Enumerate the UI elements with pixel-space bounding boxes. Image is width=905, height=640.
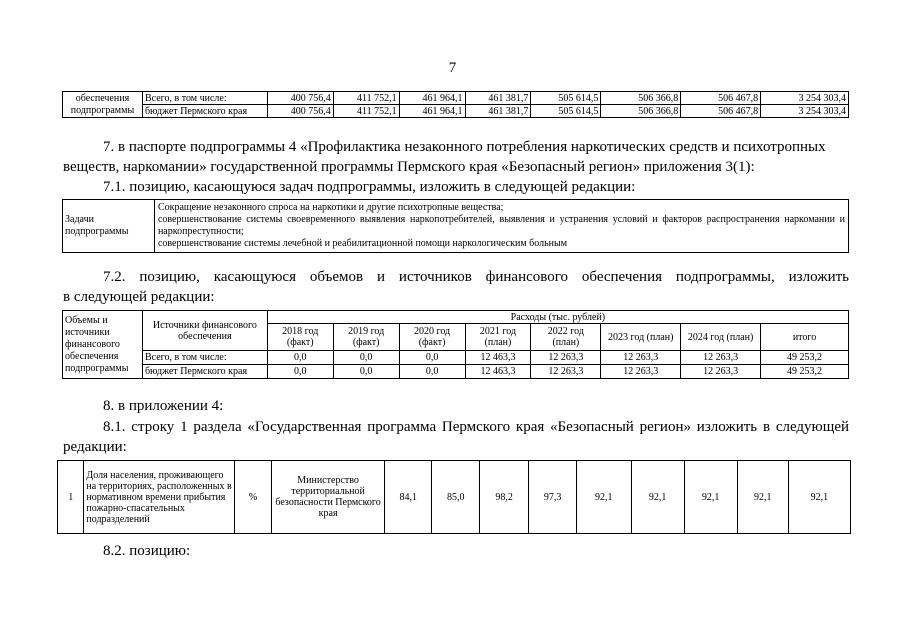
value-cell: 461 381,7 (465, 92, 531, 105)
source-cell: бюджет Пермского края (142, 365, 267, 379)
value-cell: 12 263,3 (531, 365, 601, 379)
table-row (58, 461, 851, 534)
value-cell: 506 467,8 (681, 92, 761, 105)
value-cell: 12 263,3 (601, 351, 681, 365)
tasks-label: Задачи подпрограммы (63, 200, 155, 253)
value-cell: 0,0 (333, 351, 399, 365)
value-cell: 92,1 (576, 461, 631, 534)
row-label-line: подпрограммы (70, 104, 135, 116)
value-cell: 461 381,7 (465, 105, 531, 118)
paragraph-7: 7. в паспорте подпрограммы 4 «Профилактика незаконного потребления наркотических средств и психотропных веществ, наркомании» государственной программы Пермского края «Безопасный регион» приложения 3(1): (63, 139, 826, 175)
year-header: 2024 год (план) (681, 324, 761, 351)
paragraph-8: 8. в приложении 4: (103, 398, 224, 414)
value-cell: 97,3 (529, 461, 577, 534)
value-cell: 0,0 (267, 365, 333, 379)
tasks-text: Сокращение незаконного спроса на наркотики и другие психотропные вещества; совершенствование системы своевременного выявления наркопотребителей, выявления и устранения условий и факторов распространения наркомании и наркопреступности; совершенствование системы лечебной и реабилитационной помощи наркологическим больным (154, 200, 848, 253)
paragraph-7-1: 7.1. позицию, касающуюся задач подпрограммы, изложить в следующей редакции: (103, 179, 636, 195)
value-cell: 506 467,8 (681, 105, 761, 118)
table-row (63, 351, 849, 365)
financing-table (62, 310, 849, 379)
value-cell: 461 964,1 (399, 92, 465, 105)
value-cell: 505 614,5 (531, 92, 601, 105)
value-cell: 506 366,8 (601, 105, 681, 118)
year-header: 2023 год (план) (601, 324, 681, 351)
financing-table-continuation (62, 91, 849, 118)
value-cell: 49 253,2 (761, 351, 849, 365)
value-cell: 85,0 (432, 461, 480, 534)
paragraph-8-2: 8.2. позицию: (103, 543, 191, 559)
value-cell: 12 263,3 (601, 365, 681, 379)
value-cell: 92,1 (737, 461, 788, 534)
page-number: 7 (448, 60, 457, 76)
source-cell: Всего, в том числе: (142, 92, 267, 105)
paragraph-7-2: 7.2. позицию, касающуюся объемов и источников финансового обеспечения подпрограммы, изложить (103, 269, 849, 285)
value-cell: 92,1 (788, 461, 850, 534)
value-cell: 505 614,5 (531, 105, 601, 118)
row-label (63, 92, 143, 118)
row-label-line: обеспечения (75, 92, 130, 104)
year-header: 2021 год (план) (465, 324, 531, 351)
tasks-table (62, 199, 849, 253)
table-row (63, 92, 849, 105)
value-cell: 0,0 (267, 351, 333, 365)
value-cell: 3 254 303,4 (761, 105, 849, 118)
value-cell: 3 254 303,4 (761, 92, 849, 105)
source-header: Источники финансового обеспечения (142, 311, 267, 351)
value-cell: 12 463,3 (465, 351, 531, 365)
indicator-table (57, 460, 851, 534)
table-header-row (63, 311, 849, 324)
value-cell: 98,2 (479, 461, 528, 534)
value-cell: 411 752,1 (333, 105, 399, 118)
agency-cell: Министерство территориальной безопасности Пермского края (272, 461, 385, 534)
paragraph-7-2-cont: в следующей редакции: (63, 289, 215, 305)
value-cell: 12 263,3 (681, 351, 761, 365)
financing-label: Объемы и источники финансового обеспечения подпрограммы (63, 311, 143, 379)
year-header: итого (761, 324, 849, 351)
value-cell: 506 366,8 (601, 92, 681, 105)
value-cell: 49 253,2 (761, 365, 849, 379)
table-row (63, 105, 849, 118)
year-header: 2018 год (факт) (267, 324, 333, 351)
year-header: 2019 год (факт) (333, 324, 399, 351)
value-cell: 12 263,3 (531, 351, 601, 365)
value-cell: 12 263,3 (681, 365, 761, 379)
value-cell: 12 463,3 (465, 365, 531, 379)
value-cell: 400 756,4 (267, 105, 333, 118)
value-cell: 411 752,1 (333, 92, 399, 105)
value-cell: 461 964,1 (399, 105, 465, 118)
row-number: 1 (58, 461, 84, 534)
value-cell: 92,1 (631, 461, 684, 534)
value-cell: 400 756,4 (267, 92, 333, 105)
value-cell: 92,1 (684, 461, 737, 534)
indicator-name: Доля населения, проживающего на территориях, расположенных в нормативном времени прибытия пожарно-спасательных подразделений (84, 461, 234, 534)
value-cell: 0,0 (333, 365, 399, 379)
expenses-header: Расходы (тыс. рублей) (267, 311, 848, 324)
table-row (63, 365, 849, 379)
table-row (63, 200, 849, 253)
source-cell: Всего, в том числе: (142, 351, 267, 365)
unit-cell: % (234, 461, 272, 534)
value-cell: 0,0 (399, 365, 465, 379)
year-header: 2022 год (план) (531, 324, 601, 351)
year-header: 2020 год (факт) (399, 324, 465, 351)
value-cell: 84,1 (384, 461, 432, 534)
paragraph-8-1: 8.1. строку 1 раздела «Государственная программа Пермского края «Безопасный регион» изложить в следующей редакции: (63, 419, 849, 455)
source-cell: бюджет Пермского края (142, 105, 267, 118)
value-cell: 0,0 (399, 351, 465, 365)
